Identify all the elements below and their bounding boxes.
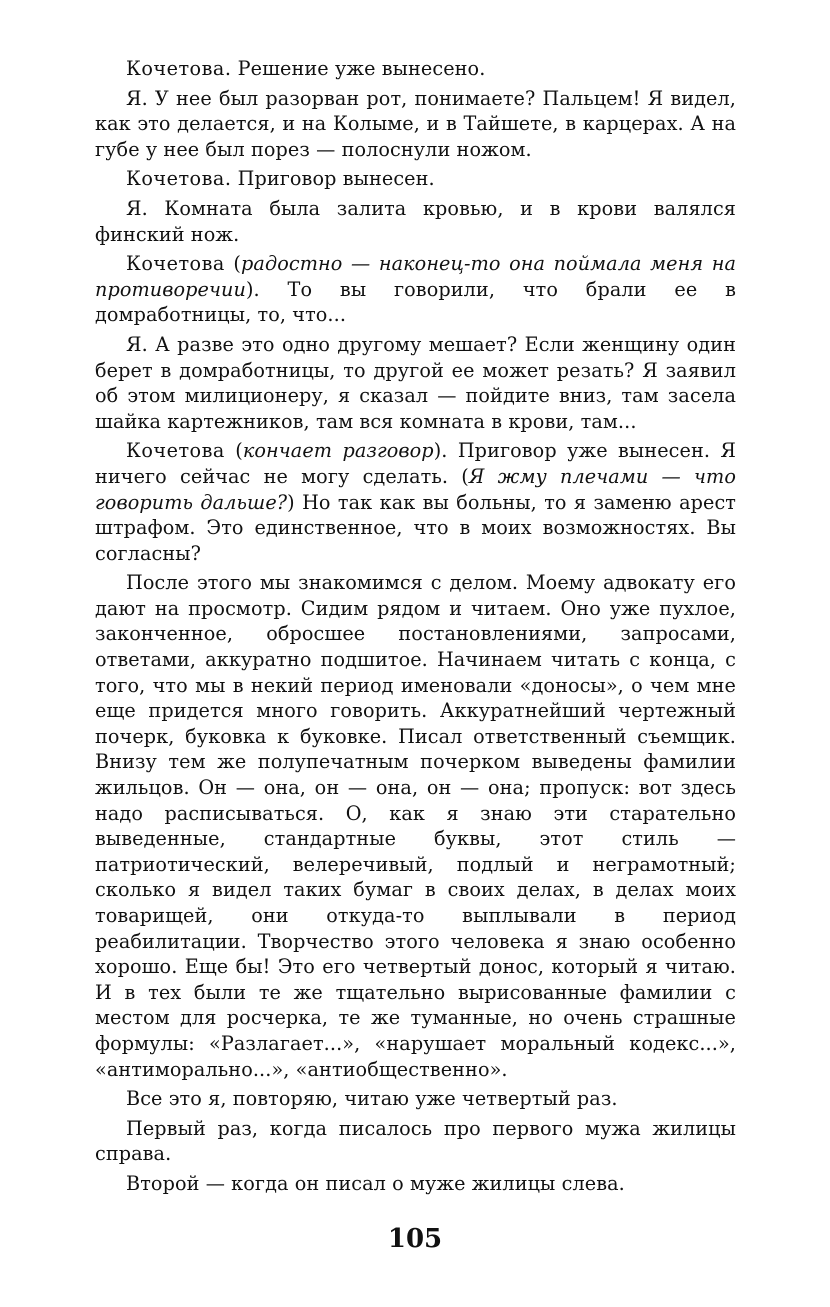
paragraph-text: Первый раз, когда писалось про первого мужа жилицы справа. — [95, 1116, 736, 1166]
speaker-name: Кочетова — [126, 252, 225, 276]
paragraph-11 — [95, 1171, 736, 1197]
paragraph-text: ). То вы говорили, что брали ее в домработницы, то, что... — [95, 277, 736, 327]
stage-direction: кончает разговор — [242, 439, 434, 463]
stage-direction: Я жму плечами — что говорить дальше? — [95, 464, 736, 514]
paragraph-text: ). Приговор уже вынесен. Я ничего сейчас не могу сделать. ( — [95, 439, 736, 488]
book-page-text — [95, 56, 736, 1201]
paragraph-2 — [95, 86, 736, 163]
paragraph-9 — [95, 1086, 736, 1112]
speaker-name: Кочетова. — [126, 167, 232, 191]
paragraph-8 — [95, 570, 736, 1082]
paragraph-text: После этого мы знакомимся с делом. Моему адвокату его дают на просмотр. Сидим рядом и читаем. Оно уже пухлое, законченное, обросшее постановлениями, запросами, ответами, аккуратно подшитое. Начинаем читать с конца, с того, что мы в некий период именовали «доносы», о чем мне еще придется много говорить. Аккуратнейший чертежный почерк, буковка к буковке. Писал ответственный съемщик. Внизу тем же полупечатным почерком выведены фамилии жильцов. Он — она, он — она, он — она; пропуск: вот здесь надо расписываться. О, как я знаю эти старательно выведенные, стандартные буквы, этот стиль — патриотический, велеречивый, подлый и неграмотный; сколько я видел таких бумаг в своих делах, в делах моих товарищей, они откуда-то выплывали в период реабилитации. Творчество этого человека я знаю особенно хорошо. Еще бы! Это его четвертый донос, который я читаю. И в тех были те же тщательно вырисованные фамилии с местом для росчерка, те же туманные, но очень страшные формулы: «Разлагает...», «нарушает моральный кодекс...», «антиморально...», «антиобщественно». — [95, 571, 736, 1081]
paragraph-4 — [95, 196, 736, 247]
paragraph-text: Решение уже вынесено. — [231, 57, 486, 80]
speaker-name: Кочетова. — [126, 57, 232, 80]
paragraph-text: Приговор вынесен. — [231, 167, 435, 191]
paragraph-text: ( — [224, 439, 243, 463]
stage-direction: радостно — наконец-то она поймала меня на противоречии — [95, 252, 737, 301]
paragraph-10 — [95, 1116, 736, 1167]
paragraph-7 — [95, 438, 736, 566]
page-number: 105 — [387, 1224, 443, 1254]
paragraph-text: ) Но так как вы больны, то я заменю арест штрафом. Это единственное, что в моих возможностях. Вы согласны? — [95, 490, 737, 565]
paragraph-text: Я. А разве это одно другому мешает? Если женщину один берет в домработницы, то другой ее может резать? Я заявил об этом милиционеру, я сказал — пойдите вниз, там засела шайка картежников, там вся комната в крови, там... — [95, 332, 736, 433]
paragraph-1 — [95, 56, 736, 82]
paragraph-3 — [95, 166, 736, 192]
paragraph-text: Я. Комната была залита кровью, и в крови валялся финский нож. — [95, 196, 736, 246]
paragraph-text: Все это я, повторяю, читаю уже четвертый раз. — [126, 1087, 618, 1111]
paragraph-6 — [95, 332, 736, 434]
paragraph-text: Второй — когда он писал о муже жилицы слева. — [126, 1171, 625, 1195]
paragraph-5 — [95, 251, 736, 328]
paragraph-text: ( — [224, 252, 242, 276]
paragraph-text: Я. У нее был разорван рот, понимаете? Пальцем! Я видел, как это делается, и на Колыме, и в Тайшете, в карцерах. А на губе у нее был порез — полоснули ножом. — [95, 86, 736, 161]
speaker-name: Кочетова — [126, 439, 225, 463]
